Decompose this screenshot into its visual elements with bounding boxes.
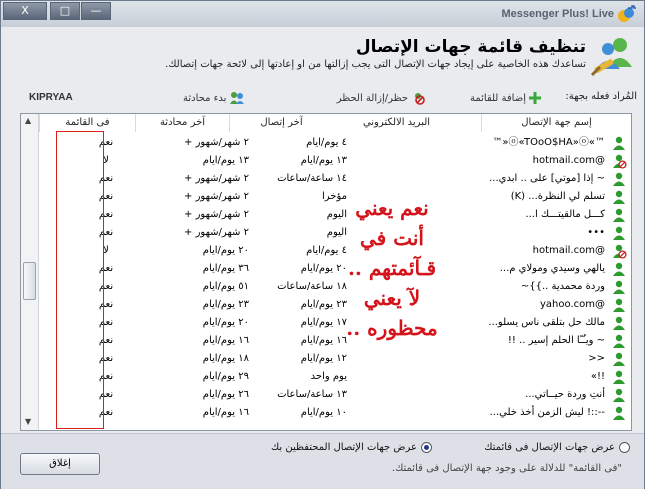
last-contact: اليوم bbox=[326, 227, 347, 238]
column-header-email[interactable]: البريد الالكتروني bbox=[311, 114, 481, 132]
last-contact: ١٤ ساعة/ساعات bbox=[277, 173, 347, 184]
last-contact: ١٠ يوم/ايام bbox=[300, 407, 347, 418]
last-contact: يوم واحد bbox=[310, 371, 347, 382]
scroll-up-arrow-icon[interactable]: ▲ bbox=[25, 116, 32, 125]
contact-name: << bbox=[588, 353, 605, 364]
show-my-contacts-label: عرض جهات الإتصال فى قائمتك bbox=[484, 442, 615, 453]
in-list-value: لا bbox=[103, 155, 109, 166]
in-list-value: نعم bbox=[98, 173, 114, 184]
in-list-value: نعم bbox=[98, 335, 114, 346]
online-contact-icon bbox=[611, 369, 627, 385]
last-chat: ٢ شهر/شهور + bbox=[184, 227, 249, 238]
contact-name: !!» bbox=[590, 371, 605, 382]
radio-dot-b[interactable] bbox=[421, 442, 432, 453]
add-to-list-button[interactable] bbox=[470, 89, 541, 107]
online-contact-icon bbox=[611, 225, 627, 241]
last-contact: ١٨ ساعة/ساعات bbox=[277, 281, 347, 292]
last-contact: ٤ يوم/ايام bbox=[306, 245, 347, 256]
contact-name: مالك حل بتلقى ناس يسلو... bbox=[488, 317, 605, 328]
add-to-list-label: إضافة للقائمة bbox=[469, 92, 526, 104]
show-contacts-keeping-me-radio[interactable] bbox=[271, 442, 432, 453]
contact-name: --::! ليش الزمن أخذ خلي... bbox=[489, 407, 605, 418]
last-chat: ١٨ يوم/ايام bbox=[202, 353, 249, 364]
in-list-value: نعم bbox=[98, 263, 114, 274]
in-list-value: لا bbox=[103, 245, 109, 256]
last-contact: ١٣ يوم/ايام bbox=[300, 155, 347, 166]
last-chat: ٢٣ يوم/ايام bbox=[202, 299, 249, 310]
page-title: تنظيف قائمة جهات الإتصال bbox=[355, 37, 586, 57]
in-list-value: نعم bbox=[98, 191, 114, 202]
block-icon bbox=[411, 91, 425, 105]
table-row[interactable] bbox=[39, 404, 632, 422]
last-chat: ٢٠ يوم/ايام bbox=[202, 317, 249, 328]
last-chat: ٢٩ يوم/ايام bbox=[202, 371, 249, 382]
scroll-down-arrow-icon[interactable]: ▼ bbox=[25, 417, 32, 426]
online-contact-icon bbox=[611, 351, 627, 367]
minimize-button[interactable]: — bbox=[81, 2, 111, 20]
annotation-text bbox=[327, 193, 457, 343]
last-contact: ١٦ يوم/ايام bbox=[300, 335, 347, 346]
start-chat-button[interactable] bbox=[183, 89, 245, 107]
online-contact-icon bbox=[611, 387, 627, 403]
online-contact-icon bbox=[611, 333, 627, 349]
last-contact: ٢٠ يوم/ايام bbox=[300, 263, 347, 274]
online-contact-icon bbox=[611, 189, 627, 205]
last-chat: ٢ شهر/شهور + bbox=[184, 173, 249, 184]
annotation-line-4: لآ يعني bbox=[363, 286, 421, 310]
in-list-value: نعم bbox=[98, 317, 114, 328]
contact-name: أنتِ وردة حيــاتي... bbox=[525, 389, 605, 400]
last-contact: ١٢ يوم/ايام bbox=[300, 353, 347, 364]
last-contact: ١٣ ساعة/ساعات bbox=[277, 389, 347, 400]
column-header-last-contact[interactable]: آخر إتصال bbox=[229, 114, 333, 132]
table-row[interactable] bbox=[39, 386, 632, 404]
in-list-value: نعم bbox=[98, 389, 114, 400]
page-description: تساعدك هذه الخاصية على إيجاد جهات الإتصال التى يجب إزالتها من او إعادتها إلى لائحة جهات إتصالك. bbox=[165, 59, 586, 70]
in-list-note: "فى القائمة" للدلالة على وجود جهة الإتصال فى قائمتك. bbox=[391, 463, 622, 474]
selected-action-label: المُراد فعله بجهة: bbox=[565, 91, 637, 102]
annotation-line-2: أنت في bbox=[360, 226, 424, 250]
last-chat: ٥١ يوم/ايام bbox=[202, 281, 249, 292]
column-header-in-list[interactable]: فى القائمة bbox=[39, 114, 135, 132]
in-list-value: نعم bbox=[98, 227, 114, 238]
table-row[interactable] bbox=[39, 368, 632, 386]
online-contact-icon bbox=[611, 171, 627, 187]
last-contact: ٢٣ يوم/ايام bbox=[300, 299, 347, 310]
in-list-highlight-box bbox=[56, 131, 104, 429]
scrollbar-thumb[interactable] bbox=[23, 262, 36, 300]
blocked-contact-icon bbox=[611, 153, 627, 169]
plus-icon bbox=[529, 92, 541, 104]
block-unblock-button[interactable] bbox=[337, 89, 425, 107]
contact-name: وردة محمدية ..}}~ bbox=[520, 281, 605, 292]
contact-name: كـــل مالقيتـــك ا... bbox=[525, 209, 605, 220]
close-window-button[interactable]: X bbox=[3, 2, 47, 20]
table-row[interactable] bbox=[39, 134, 632, 152]
annotation-line-1: نعم يعني bbox=[355, 196, 429, 220]
annotation-line-5: محظوره .. bbox=[346, 316, 438, 340]
contact-name: @hotmail.com bbox=[532, 155, 605, 166]
block-unblock-label: حظر/إزالة الحظر bbox=[336, 92, 408, 104]
last-chat: ٢ شهر/شهور + bbox=[184, 137, 249, 148]
online-contact-icon bbox=[611, 297, 627, 313]
radio-dot-a[interactable] bbox=[619, 442, 630, 453]
blocked-contact-icon bbox=[611, 243, 627, 259]
start-chat-label: بدء محادثة bbox=[183, 92, 227, 104]
contact-name: @yahoo.com bbox=[540, 299, 605, 310]
in-list-value: نعم bbox=[98, 281, 114, 292]
table-row[interactable] bbox=[39, 350, 632, 368]
toolbar bbox=[5, 87, 641, 109]
column-header-name[interactable]: إسم جهة الإتصال bbox=[481, 114, 631, 132]
in-list-value: نعم bbox=[98, 371, 114, 382]
vertical-scrollbar[interactable] bbox=[21, 114, 39, 430]
last-chat: ١٦ يوم/ايام bbox=[202, 335, 249, 346]
app-title: Messenger Plus! Live bbox=[501, 8, 614, 20]
last-chat: ٢ شهر/شهور + bbox=[184, 209, 249, 220]
last-chat: ٣٦ يوم/ايام bbox=[202, 263, 249, 274]
show-contacts-keeping-me-label: عرض جهات الإتصال المحتفظين بك bbox=[271, 442, 417, 453]
online-contact-icon bbox=[611, 207, 627, 223]
in-list-value: نعم bbox=[98, 137, 114, 148]
contact-name: ~ إذا [موتي] على .. ابدي... bbox=[489, 173, 605, 184]
online-contact-icon bbox=[611, 279, 627, 295]
last-chat: ٢ شهر/شهور + bbox=[184, 191, 249, 202]
last-chat: ١٣ يوم/ايام bbox=[202, 155, 249, 166]
last-contact: ٤ يوم/ايام bbox=[306, 137, 347, 148]
contact-name: يالهي وسيدي ومولاي م... bbox=[499, 263, 605, 274]
in-list-value: نعم bbox=[98, 209, 114, 220]
bottom-panel bbox=[1, 433, 644, 489]
close-button[interactable]: إغلاق bbox=[20, 453, 100, 475]
contacts-list[interactable] bbox=[20, 113, 632, 431]
contact-name: ™»ⓞ«TOoO$HA»ⓞ«™ bbox=[492, 137, 605, 148]
in-list-value: نعم bbox=[98, 353, 114, 364]
online-contact-icon bbox=[611, 405, 627, 421]
online-contact-icon bbox=[611, 135, 627, 151]
table-row[interactable] bbox=[39, 152, 632, 170]
column-header-last-chat[interactable]: آخر محادثة bbox=[135, 114, 229, 132]
chat-icon bbox=[229, 91, 245, 105]
online-contact-icon bbox=[611, 315, 627, 331]
contacts-cleanup-icon bbox=[590, 33, 638, 77]
user-tag: KIPRYAA bbox=[29, 92, 73, 103]
online-contact-icon bbox=[611, 261, 627, 277]
last-contact: اليوم bbox=[326, 209, 347, 220]
in-list-value: نعم bbox=[98, 407, 114, 418]
table-row[interactable] bbox=[39, 170, 632, 188]
annotation-line-3: قـآئمتهم .. bbox=[347, 256, 437, 280]
last-chat: ٢٠ يوم/ايام bbox=[202, 245, 249, 256]
in-list-value: نعم bbox=[98, 299, 114, 310]
contact-name: @hotmail.com bbox=[532, 245, 605, 256]
maximize-button[interactable]: □ bbox=[50, 2, 80, 20]
last-contact: ١٧ يوم/ايام bbox=[300, 317, 347, 328]
last-chat: ١٦ يوم/ايام bbox=[202, 407, 249, 418]
show-my-contacts-radio[interactable] bbox=[484, 442, 630, 453]
title-bar bbox=[1, 1, 644, 27]
contact-name: تسلم لي النظرة... (K) bbox=[510, 191, 605, 202]
messenger-plus-logo-icon bbox=[616, 5, 636, 25]
contact-name: ••• bbox=[587, 227, 605, 238]
contact-name: ~ ويـٌـًا الحلم إسير .. !! bbox=[507, 335, 605, 346]
last-chat: ٢٦ يوم/ايام bbox=[202, 389, 249, 400]
last-contact: مؤخرا bbox=[322, 191, 347, 202]
